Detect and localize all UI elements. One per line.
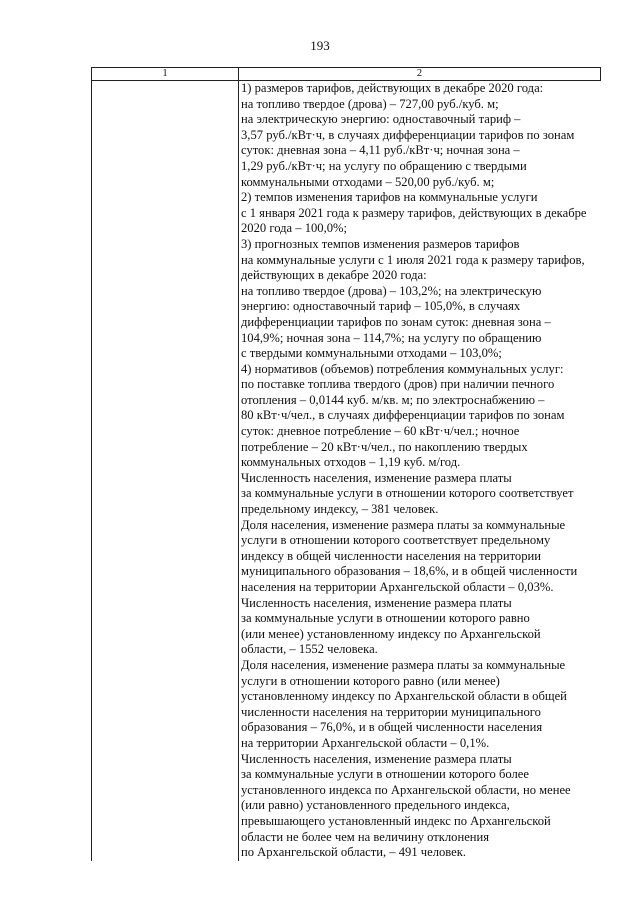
text-line: численности населения на территории муниципального — [241, 704, 541, 719]
text-line: 2020 года – 100,0%; — [241, 221, 348, 236]
text-line: по поставке топлива твердого (дров) при наличии печного — [241, 377, 555, 392]
text-line: услуги в отношении которого равно (или менее) — [241, 673, 500, 688]
table-body-row — [92, 81, 601, 861]
text-line: энергию: одноставочный тариф – 105,0%, в случаях — [241, 299, 521, 314]
page-number: 193 — [310, 38, 330, 53]
text-line: населения на территории Архангельской области – 0,03%. — [241, 580, 554, 594]
text-line: индексу в общей численности населения на территории — [241, 548, 542, 563]
left-column-cell — [92, 81, 239, 861]
text-line: 104,9%; ночная зона – 114,7%; на услугу по обращению — [241, 330, 542, 345]
text-line: Численность населения, изменение размера платы — [241, 470, 512, 485]
text-line: установленному индексу по Архангельской области в общей — [241, 689, 567, 704]
text-line: с твердыми коммунальными отходами – 103,0%; — [241, 346, 502, 361]
text-line: 3) прогнозных темпов изменения размеров тарифов — [241, 236, 520, 251]
text-block — [241, 81, 601, 861]
text-line: 80 кВт·ч/чел., в случаях дифференциации тарифов по зонам — [241, 408, 565, 423]
text-line: дифференциации тарифов по зонам суток: дневная зона – — [241, 314, 551, 329]
text-line: потребление – 20 кВт·ч/чел., по накоплению твердых — [241, 439, 528, 454]
text-line: установленного индекса по Архангельской области, но менее — [241, 782, 571, 797]
text-line: Доля населения, изменение размера платы за коммунальные — [241, 517, 566, 532]
text-line: 3,57 руб./кВт·ч, в случаях дифференциации тарифов по зонам — [241, 127, 575, 142]
table-header-row — [92, 68, 601, 81]
text-line: за коммунальные услуги в отношении которого более — [241, 767, 529, 782]
text-line: 2) темпов изменения тарифов на коммунальные услуги — [241, 190, 538, 205]
text-line: (или менее) установленному индексу по Архангельской — [241, 626, 541, 641]
text-line: области, – 1552 человека. — [241, 642, 378, 657]
text-line: суток: дневное потребление – 60 кВт·ч/чел.; ночное — [241, 424, 520, 439]
document-table — [91, 67, 601, 861]
column-header-2: 2 — [239, 68, 601, 81]
text-line: отопления – 0,0144 куб. м/кв. м; по электроснабжению – — [241, 392, 545, 407]
text-line: на топливо твердое (дрова) – 103,2%; на электрическую — [241, 283, 542, 298]
column-header-1: 1 — [92, 68, 239, 81]
right-column-cell — [239, 81, 601, 861]
text-line: коммунальными отходами – 520,00 руб./куб. м; — [241, 174, 495, 189]
text-line: с 1 января 2021 года к размеру тарифов, действующих в декабре — [241, 205, 587, 220]
text-line: за коммунальные услуги в отношении которого равно — [241, 611, 530, 626]
text-line: на территории Архангельской области – 0,1%. — [241, 735, 490, 750]
text-line: на топливо твердое (дрова) – 727,00 руб./куб. м; — [241, 96, 499, 111]
text-line: услуги в отношении которого соответствует предельному — [241, 533, 551, 548]
text-line: муниципального образования – 18,6%, и в общей численности — [241, 564, 578, 579]
text-line: области не более чем на величину отклонения — [241, 829, 490, 844]
text-line: Численность населения, изменение размера платы — [241, 751, 512, 766]
text-line: по Архангельской области, – 491 человек. — [241, 845, 467, 860]
text-line: на электрическую энергию: одноставочный тариф – — [241, 112, 521, 127]
text-line: суток: дневная зона – 4,11 руб./кВт·ч; ночная зона – — [241, 143, 520, 158]
text-line: Доля населения, изменение размера платы за коммунальные — [241, 657, 566, 672]
text-line: (или равно) установленного предельного индекса, — [241, 798, 510, 813]
text-line: превышающего установленный индекс по Архангельской — [241, 813, 551, 828]
text-line: действующих в декабре 2020 года: — [241, 268, 427, 283]
text-line: 1) размеров тарифов, действующих в декабре 2020 года: — [241, 81, 544, 95]
text-line: Численность населения, изменение размера платы — [241, 595, 512, 610]
text-line: на коммунальные услуги с 1 июля 2021 года к размеру тарифов, — [241, 252, 585, 267]
text-line: коммунальных отходов – 1,19 куб. м/год. — [241, 455, 461, 470]
text-line: образования – 76,0%, и в общей численности населения — [241, 720, 543, 735]
text-line: за коммунальные услуги в отношении которого соответствует — [241, 486, 574, 501]
text-line: предельному индексу, – 381 человек. — [241, 502, 439, 517]
text-line: 4) нормативов (объемов) потребления коммунальных услуг: — [241, 361, 564, 376]
text-line: 1,29 руб./кВт·ч; на услугу по обращению с твердыми — [241, 158, 527, 173]
